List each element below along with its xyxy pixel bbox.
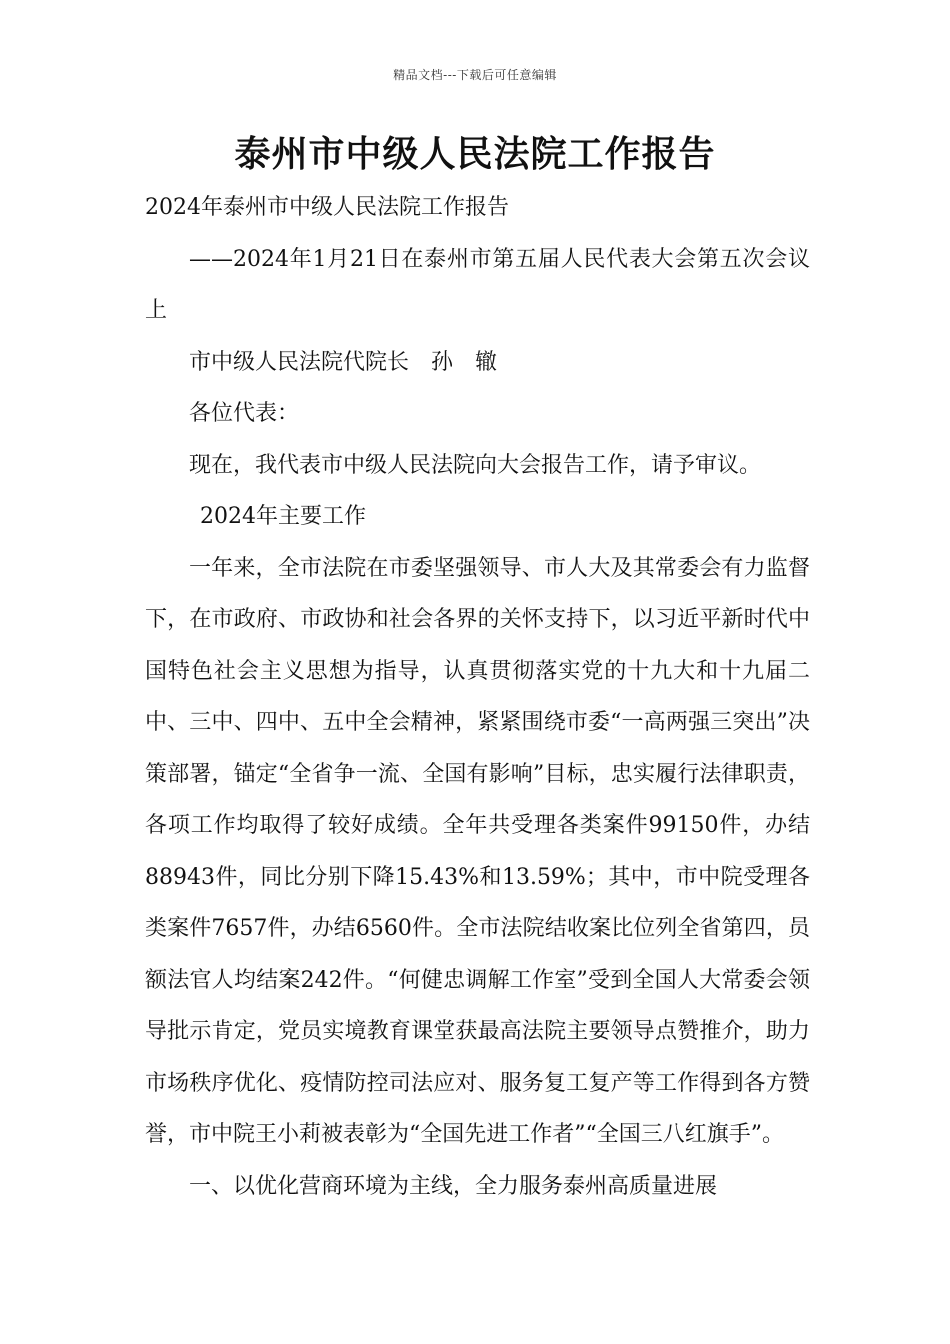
header-note: 精品文档---下载后可任意编辑 xyxy=(393,68,557,82)
document-title: 泰州市中级人民法院工作报告 xyxy=(234,134,716,175)
meeting-line: ——2024年1月21日在泰州市第五届人民代表大会第五次会议上 xyxy=(145,246,810,323)
section-one-heading: 一、以优化营商环境为主线，全力服务泰州高质量进展 xyxy=(189,1173,718,1199)
section-heading: 2024年主要工作 xyxy=(200,504,366,529)
main-paragraph: 一年来，全市法院在市委坚强领导、市人大及其常委会有力监督下，在市政府、市政协和社会各界的关怀支持下，以习近平新时代中国特色社会主义思想为指导，认真贯彻落实党的十九大和十九届二中、三中、四中、五中全会精神，紧紧围绕市委“一高两强三突出”决策部署，锚定“全省争一流、全国有影响”目标，忠实履行法律职责，各项工作均取得了较好成绩。全年共受理各类案件99150件，办结88943件，同比分别下降15.43%和13.59%；其中，市中院受理各类案件7657件，办结6560件。全市法院结收案比位列全省第四，员额法官人均结案242件。“何健忠调解工作室”受到全国人大常委会领导批示肯定，党员实境教育课堂获最高法院主要领导点赞推介，助力市场秩序优化、疫情防控司法应对、服务复工复产等工作得到各方赞誉，市中院王小莉被表彰为“全国先进工作者”“全国三八红旗手”。 xyxy=(145,555,810,1147)
salutation: 各位代表： xyxy=(189,401,300,426)
speaker-line: 市中级人民法院代院长 孙 辙 xyxy=(189,349,498,375)
report-subtitle: 2024年泰州市中级人民法院工作报告 xyxy=(145,195,509,220)
opening-sentence: 现在，我代表市中级人民法院向大会报告工作，请予审议。 xyxy=(189,452,762,478)
document-body xyxy=(145,182,810,1212)
